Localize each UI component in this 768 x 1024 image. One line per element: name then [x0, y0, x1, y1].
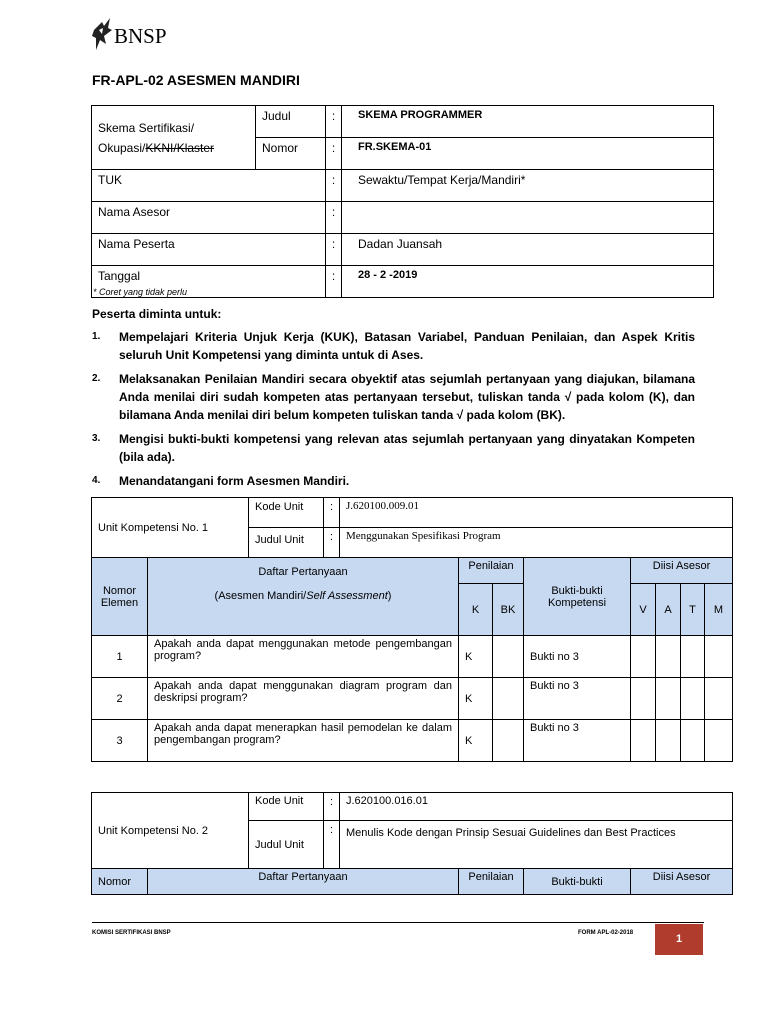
- page-title: FR-APL-02 ASESMEN MANDIRI: [92, 72, 300, 88]
- colon: :: [324, 528, 340, 558]
- diisi-asesor-header: Diisi Asesor: [631, 558, 733, 584]
- row-a: [656, 720, 681, 762]
- daftar-sub-end: ): [387, 590, 392, 602]
- footnote: * Coret yang tidak perlu: [93, 287, 188, 297]
- daftar-pertanyaan-header: Daftar Pertanyaan: [148, 869, 459, 895]
- skema-label-line1: Skema Sertifikasi/: [98, 120, 195, 135]
- colon: :: [324, 793, 340, 821]
- footer-divider: [92, 922, 704, 923]
- judul-unit-value: Menulis Kode dengan Prinsip Sesuai Guidelines dan Best Practices: [340, 821, 733, 869]
- row-a: [656, 678, 681, 720]
- bnsp-logo-icon: [90, 16, 116, 56]
- list-item: [92, 370, 695, 424]
- unit2-label: Unit Kompetensi No. 2: [92, 793, 249, 869]
- nomor-elemen-header: Nomor Elemen: [92, 558, 148, 636]
- row-bukti: Bukti no 3: [524, 720, 631, 762]
- tuk-value: Sewaktu/Tempat Kerja/Mandiri*: [342, 170, 714, 202]
- row-t: [681, 678, 705, 720]
- row-a: [656, 636, 681, 678]
- row-k: K: [459, 636, 493, 678]
- colon: :: [326, 106, 342, 138]
- row-question: Apakah anda dapat menggunakan diagram program dan deskripsi program?: [148, 678, 459, 720]
- info-table: [91, 105, 714, 298]
- list-item: [92, 430, 695, 466]
- colon: :: [324, 498, 340, 528]
- row-number: 1: [92, 636, 148, 678]
- list-text: Mempelajari Kriteria Unjuk Kerja (KUK), Batasan Variabel, Panduan Penilaian, dan Aspek Kritis seluruh Unit Kompetensi yang diminta untuk di Ases.: [119, 330, 695, 362]
- kode-unit-label: Kode Unit: [249, 498, 324, 528]
- colon: :: [326, 266, 342, 298]
- colon: :: [326, 138, 342, 170]
- colon: :: [324, 821, 340, 869]
- row-v: [631, 678, 656, 720]
- colon: :: [326, 234, 342, 266]
- row-question: Apakah anda dapat menggunakan metode pengembangan program?: [148, 636, 459, 678]
- row-number: 2: [92, 678, 148, 720]
- row-v: [631, 720, 656, 762]
- bukti-header: Bukti-bukti Kompetensi: [524, 558, 631, 636]
- page-number: 1: [655, 924, 703, 955]
- daftar-sub: (Asesmen Mandiri/: [214, 590, 307, 602]
- footer-form-code: FORM APL-02-2018: [578, 930, 634, 936]
- row-bk: [493, 720, 524, 762]
- judul-value: SKEMA PROGRAMMER: [342, 106, 714, 138]
- kode-unit-value: J.620100.009.01: [340, 498, 733, 528]
- v-header: V: [631, 584, 656, 636]
- nomor-label: Nomor: [256, 138, 326, 170]
- footer-org: KOMISI SERTIFIKASI BNSP: [92, 930, 171, 936]
- judul-unit-label: Judul Unit: [249, 528, 324, 558]
- list-text: Melaksanakan Penilaian Mandiri secara obyektif atas sejumlah pertanyaan yang diajukan, bilamana Anda menilai diri sudah kompeten atas pertanyaan tersebut, tuliskan tanda √ pada kolom (K), dan bilamana Anda menilai diri belum kompeten tuliskan tanda √ pada kolom (BK).: [119, 372, 695, 422]
- list-number: 2.: [92, 373, 101, 384]
- row-v: [631, 636, 656, 678]
- a-header: A: [656, 584, 681, 636]
- logo-text: BNSP: [114, 24, 167, 48]
- row-k: K: [459, 720, 493, 762]
- penilaian-header: Penilaian: [459, 558, 524, 584]
- row-bukti: Bukti no 3: [524, 636, 631, 678]
- colon: :: [326, 202, 342, 234]
- kode-unit-value: J.620100.016.01: [340, 793, 733, 821]
- daftar-title: Daftar Pertanyaan: [258, 566, 348, 578]
- table-row: [92, 678, 733, 720]
- list-number: 3.: [92, 433, 101, 444]
- judul-unit-value: Menggunakan Spesifikasi Program: [340, 528, 733, 558]
- judul-label: Judul: [256, 106, 326, 138]
- list-text: Menandatangani form Asesmen Mandiri.: [119, 474, 350, 488]
- peserta-value: Dadan Juansah: [342, 234, 714, 266]
- row-bk: [493, 636, 524, 678]
- list-number: 4.: [92, 475, 101, 486]
- row-question: Apakah anda dapat menerapkan hasil pemodelan ke dalam pengembangan program?: [148, 720, 459, 762]
- intro-text: Peserta diminta untuk:: [92, 307, 222, 321]
- diisi-asesor-header: Diisi Asesor: [631, 869, 733, 895]
- daftar-pertanyaan-header: [148, 558, 459, 636]
- instruction-list: [92, 328, 695, 496]
- row-bk: [493, 678, 524, 720]
- kode-unit-label: Kode Unit: [249, 793, 324, 821]
- row-m: [705, 720, 733, 762]
- colon: :: [326, 170, 342, 202]
- tanggal-label: Tanggal: [92, 266, 326, 298]
- nomor-value: FR.SKEMA-01: [342, 138, 714, 170]
- row-m: [705, 636, 733, 678]
- peserta-label: Nama Peserta: [92, 234, 326, 266]
- tuk-label: TUK: [92, 170, 326, 202]
- table-row: [92, 720, 733, 762]
- t-header: T: [681, 584, 705, 636]
- bnsp-logo: [90, 16, 180, 58]
- row-t: [681, 720, 705, 762]
- penilaian-header: Penilaian: [459, 869, 524, 895]
- tanggal-value: 28 - 2 -2019: [342, 266, 714, 298]
- row-bukti: Bukti no 3: [524, 678, 631, 720]
- unit2-table: [91, 792, 733, 895]
- m-header: M: [705, 584, 733, 636]
- skema-label-struck: KKNI/Klaster: [145, 140, 215, 155]
- k-header: K: [459, 584, 493, 636]
- bk-header: BK: [493, 584, 524, 636]
- asesor-label: Nama Asesor: [92, 202, 326, 234]
- asesor-value: [342, 202, 714, 234]
- list-item: [92, 328, 695, 364]
- list-item: [92, 472, 695, 490]
- row-number: 3: [92, 720, 148, 762]
- list-text: Mengisi bukti-bukti kompetensi yang relevan atas sejumlah pertanyaan yang dinyatakan Kompeten (bila ada).: [119, 432, 695, 464]
- list-number: 1.: [92, 331, 101, 342]
- unit1-label: Unit Kompetensi No. 1: [92, 498, 249, 558]
- table-row: [92, 636, 733, 678]
- skema-label-line2: Okupasi/: [98, 140, 146, 155]
- judul-unit-label: Judul Unit: [249, 821, 324, 869]
- unit1-table: [91, 497, 733, 762]
- row-m: [705, 678, 733, 720]
- row-t: [681, 636, 705, 678]
- nomor-header: Nomor: [92, 869, 148, 895]
- daftar-sub-italic: Self Assessment: [306, 590, 388, 602]
- bukti-header: Bukti-bukti: [524, 869, 631, 895]
- skema-label-cell: [92, 106, 256, 170]
- row-k: K: [459, 678, 493, 720]
